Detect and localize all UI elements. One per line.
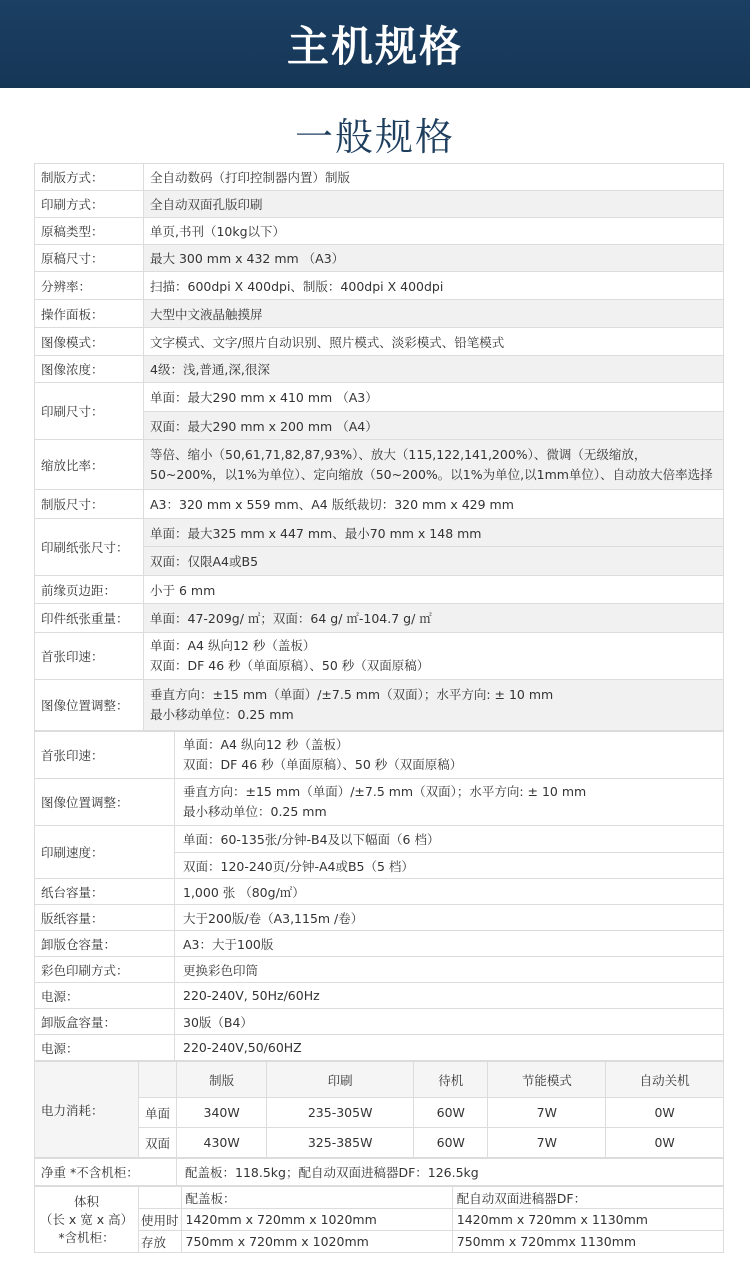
power-cell: 0W [606,1098,724,1128]
spec-value: 小于 6 mm [144,576,724,604]
spec-row [35,272,724,300]
spec-value: 配盖板：118.5kg；配自动双面进稿器DF：126.5kg [177,1159,724,1186]
volume-column-header: 配自动双面进稿器DF： [452,1187,723,1209]
spec-row [35,633,724,680]
spec-label: 电力消耗： [35,1062,139,1158]
spec-value: 1,000 张 （80g/㎡） [175,879,724,905]
spec-value: 更换彩色印筒 [175,957,724,983]
spec-value: 4级：浅,普通,深,很深 [144,356,724,383]
spec-row [35,983,724,1009]
spec-label: 电源： [35,983,175,1009]
spec-value: 30版（B4） [175,1009,724,1035]
spec-value: 单面：A4 纵向12 秒（盖板） 双面：DF 46 秒（单面原稿）、50 秒（双面原稿） [144,633,724,680]
spec-label: 印刷速度： [35,826,175,879]
spec-value: 220-240V,50/60HZ [175,1035,724,1061]
volume-row-label: 使用时 [139,1209,182,1231]
spec-row [35,440,724,490]
power-consumption-table [34,1061,724,1158]
power-column-header: 节能模式 [488,1062,606,1098]
volume-header-row [35,1187,724,1209]
spec-value: 220-240V, 50Hz/60Hz [175,983,724,1009]
spec-row [35,826,724,853]
volume-label-line: （长 x 宽 x 高） [39,1211,134,1227]
spec-label: 首张印速： [35,633,144,680]
power-row [35,1098,724,1128]
spec-row [35,957,724,983]
spec-row [35,519,724,547]
power-row-label: 单面 [139,1098,177,1128]
volume-row [35,1209,724,1231]
spec-label: 原稿类型： [35,218,144,245]
spec-row [35,356,724,383]
spec-row [35,300,724,328]
volume-label [35,1187,139,1253]
spec-row [35,604,724,633]
net-weight-table [34,1158,724,1186]
spec-label: 印刷尺寸： [35,383,144,440]
spec-value: 等倍、缩小（50,61,71,82,87,93%）、放大（115,122,141,200%）、微调（无级缩放，50~200%，以1%为单位）、定向缩放（50~200%。以1%为单位,以1mm单位）、自动放大倍率选择 [144,440,724,490]
spec-row [35,328,724,356]
spec-label: 图像模式： [35,328,144,356]
spec-row [35,732,724,779]
spec-row [35,164,724,191]
spec-row [35,576,724,604]
spec-label: 首张印速： [35,732,175,779]
spec-label: 纸台容量： [35,879,175,905]
header-title: 主机规格 [286,22,463,71]
volume-cell: 750mm x 720mm x 1020mm [181,1231,452,1253]
spec-label: 操作面板： [35,300,144,328]
spec-label: 缩放比率： [35,440,144,490]
spec-label: 卸版仓容量： [35,931,175,957]
power-column-header: 待机 [414,1062,488,1098]
spec-row [35,879,724,905]
net-weight-row [35,1159,724,1186]
spec-value: 全自动双面孔版印刷 [144,191,724,218]
spec-value: 垂直方向：±15 mm（单面）/±7.5 mm（双面）；水平方向: ± 10 mm 最小移动单位：0.25 mm [144,680,724,731]
spec-label: 前缘页边距： [35,576,144,604]
volume-label-line: *含机柜： [58,1229,115,1245]
power-cell: 60W [414,1128,488,1158]
spec-value: 全自动数码（打印控制器内置）制版 [144,164,724,191]
spec-label: 图像浓度： [35,356,144,383]
power-column-header: 制版 [177,1062,267,1098]
spec-label: 印刷纸张尺寸： [35,519,144,576]
spec-value: 扫描：600dpi X 400dpi、制版：400dpi X 400dpi [144,272,724,300]
spec-label: 制版尺寸： [35,490,144,519]
spec-row [35,931,724,957]
spec-value: 单面：47-209g/ ㎡；双面：64 g/ ㎡-104.7 g/ ㎡ [144,604,724,633]
spec-row [35,680,724,731]
spec-label: 版纸容量： [35,905,175,931]
spec-value: A3：大于100版 [175,931,724,957]
spec-label: 分辨率： [35,272,144,300]
power-column-header: 印刷 [267,1062,414,1098]
spec-label: 净重 *不含机柜： [35,1159,177,1186]
volume-cell: 1420mm x 720mm x 1020mm [181,1209,452,1231]
spec-label: 图像位置调整： [35,680,144,731]
power-cell: 340W [177,1098,267,1128]
power-row [35,1128,724,1158]
spec-value: 文字模式、文字/照片自动识别、照片模式、淡彩模式、铅笔模式 [144,328,724,356]
volume-cell: 750mm x 720mmx 1130mm [452,1231,723,1253]
power-cell: 325-385W [267,1128,414,1158]
power-cell: 0W [606,1128,724,1158]
volume-corner-cell [139,1187,182,1209]
power-cell: 7W [488,1098,606,1128]
spec-label: 卸版盒容量： [35,1009,175,1035]
spec-row [35,1009,724,1035]
extra-spec-table [34,731,724,1061]
spec-row [35,490,724,519]
spec-label: 原稿尺寸： [35,245,144,272]
power-header-row [35,1062,724,1098]
power-cell: 430W [177,1128,267,1158]
spec-value: 单面：A4 纵向12 秒（盖板） 双面：DF 46 秒（单面原稿）、50 秒（双面原稿） [175,732,724,779]
spec-value: 单页,书刊（10kg以下） [144,218,724,245]
spec-label: 印刷方式： [35,191,144,218]
volume-row-label: 存放 [139,1231,182,1253]
section-title: 一般规格 [294,115,455,159]
spec-value: 双面：仅限A4或B5 [144,547,724,576]
spec-row [35,245,724,272]
volume-cell: 1420mm x 720mm x 1130mm [452,1209,723,1231]
spec-tables [34,163,724,1253]
spec-row [35,779,724,826]
spec-value: 大型中文液晶触摸屏 [144,300,724,328]
spec-row [35,1035,724,1061]
power-cell: 60W [414,1098,488,1128]
spec-value: 双面：最大290 mm x 200 mm （A4） [144,412,724,440]
spec-row [35,218,724,245]
volume-row [35,1231,724,1253]
general-spec-table [34,163,724,731]
header-banner [0,0,750,88]
power-corner-cell [139,1062,177,1098]
spec-row [35,191,724,218]
spec-row [35,383,724,412]
power-cell: 235-305W [267,1098,414,1128]
spec-label: 电源： [35,1035,175,1061]
spec-value: 单面：最大325 mm x 447 mm、最小70 mm x 148 mm [144,519,724,547]
power-column-header: 自动关机 [606,1062,724,1098]
spec-label: 制版方式： [35,164,144,191]
spec-value: 最大 300 mm x 432 mm （A3） [144,245,724,272]
spec-label: 印件纸张重量： [35,604,144,633]
spec-value: 双面：120-240页/分钟-A4或B5（5 档） [175,853,724,879]
power-row-label: 双面 [139,1128,177,1158]
power-cell: 7W [488,1128,606,1158]
spec-value: 单面：60-135张/分钟-B4及以下幅面（6 档） [175,826,724,853]
volume-label-line: 体积 [73,1193,99,1209]
volume-column-header: 配盖板： [181,1187,452,1209]
spec-value: 垂直方向：±15 mm（单面）/±7.5 mm（双面）；水平方向: ± 10 mm 最小移动单位：0.25 mm [175,779,724,826]
spec-row [35,905,724,931]
spec-label: 图像位置调整： [35,779,175,826]
spec-value: A3：320 mm x 559 mm、A4 版纸裁切：320 mm x 429 mm [144,490,724,519]
volume-table [34,1186,724,1253]
spec-value: 大于200版/卷（A3,115m /卷） [175,905,724,931]
spec-label: 彩色印刷方式： [35,957,175,983]
spec-value: 单面：最大290 mm x 410 mm （A3） [144,383,724,412]
